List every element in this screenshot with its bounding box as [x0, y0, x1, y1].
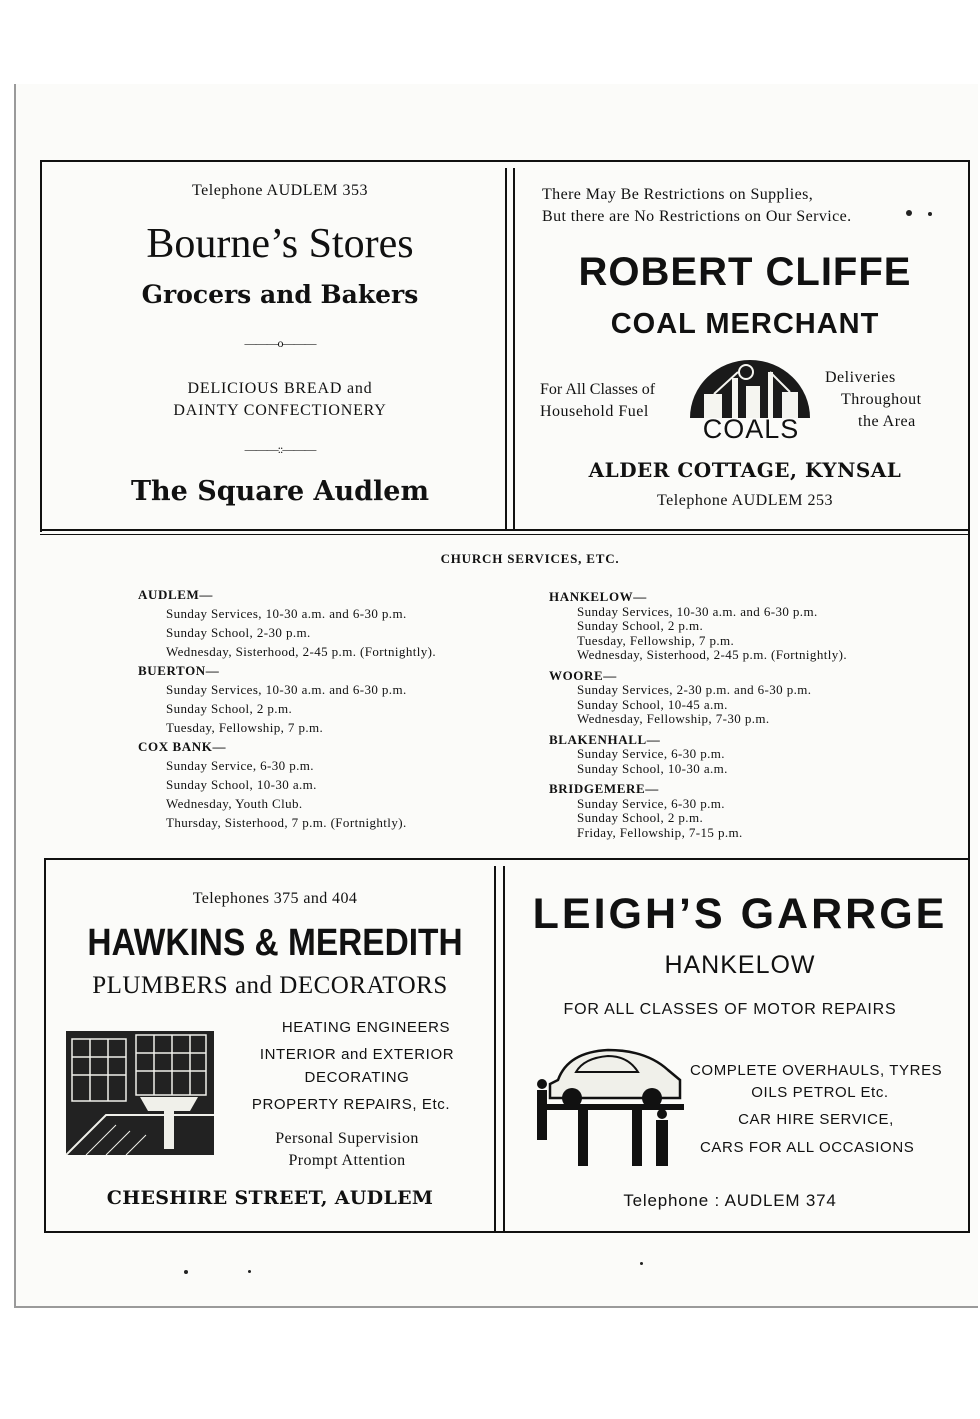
- bourne-trade: Grocers and Bakers: [141, 280, 419, 309]
- cliffe-right-3: the Area: [858, 413, 916, 430]
- scan-speck: [184, 1270, 188, 1274]
- bourne-divider-1: ———o———: [244, 336, 316, 350]
- church-line: Tuesday, Fellowship, 7 p.m.: [577, 632, 735, 648]
- church-place-bridgemere: BRIDGEMERE—: [549, 781, 659, 796]
- rule-center-lower-a: [494, 866, 496, 1232]
- cliffe-slogan-2: But there are No Restrictions on Our Service.: [542, 208, 852, 225]
- hawkins-service-2: INTERIOR and EXTERIOR: [259, 1046, 455, 1063]
- church-line: Sunday Services, 2-30 p.m. and 6-30 p.m.: [577, 682, 812, 697]
- church-line: Sunday Service, 6-30 p.m.: [166, 758, 314, 773]
- church-line: Tuesday, Fellowship, 7 p.m.: [166, 720, 324, 735]
- hawkins-telephone: Telephones 375 and 404: [192, 890, 358, 907]
- rule-right: [968, 160, 970, 1233]
- cliffe-right-2: Throughout: [841, 391, 922, 408]
- rule-left-lower: [44, 858, 46, 1233]
- church-line: Wednesday, Fellowship, 7-30 p.m.: [577, 711, 770, 726]
- hawkins-address: CHESHIRE STREET, AUDLEM: [106, 1187, 434, 1209]
- hawkins-service-3: DECORATING: [304, 1069, 410, 1086]
- hawkins-trade: PLUMBERS and DECORATORS: [92, 972, 448, 999]
- rule-center-lower-b: [503, 866, 505, 1232]
- church-line: Friday, Fellowship, 7-15 p.m.: [577, 824, 743, 840]
- leigh-service-3: CAR HIRE SERVICE,: [738, 1111, 894, 1128]
- rule-mid-lower: [44, 858, 970, 860]
- hawkins-service-4: PROPERTY REPAIRS, Etc.: [251, 1096, 451, 1113]
- bourne-address: The Square Audlem: [130, 476, 430, 507]
- bourne-name: Bourne’s Stores: [146, 221, 414, 267]
- rule-bottom: [44, 1231, 970, 1233]
- church-line: Sunday Services, 10-30 a.m. and 6-30 p.m.: [166, 682, 407, 697]
- church-place-cox-bank: COX BANK—: [138, 739, 227, 754]
- church-line: Thursday, Sisterhood, 7 p.m. (Fortnightly).: [166, 815, 407, 830]
- bourne-telephone: Telephone AUDLEM 353: [192, 182, 368, 199]
- cliffe-left-1: For All Classes of: [540, 381, 656, 398]
- bourne-line-2: DAINTY CONFECTIONERY: [173, 402, 387, 419]
- rule-mid-upper-2: [40, 534, 970, 535]
- church-line: Wednesday, Sisterhood, 2-45 p.m. (Fortnightly).: [166, 644, 437, 659]
- leigh-service-4: CARS FOR ALL OCCASIONS: [700, 1139, 915, 1156]
- rule-center-upper-b: [513, 168, 515, 530]
- church-place-hankelow: HANKELOW—: [549, 589, 647, 604]
- leigh-tagline: FOR ALL CLASSES OF MOTOR REPAIRS: [563, 1001, 897, 1018]
- hawkins-personal-2: Prompt Attention: [288, 1152, 406, 1169]
- leigh-place: HANKELOW: [664, 951, 816, 979]
- hawkins-service-1: HEATING ENGINEERS: [281, 1019, 451, 1036]
- coals-logo-text: COALS: [702, 414, 800, 444]
- church-line: Sunday School, 2 p.m.: [577, 810, 704, 825]
- church-line: Sunday Services, 10-30 a.m. and 6-30 p.m.: [577, 603, 818, 619]
- church-title: CHURCH SERVICES, ETC.: [440, 551, 620, 566]
- church-line: Sunday School, 2 p.m.: [577, 618, 704, 633]
- leigh-service-1: COMPLETE OVERHAULS, TYRES: [690, 1062, 943, 1079]
- hawkins-name: HAWKINS & MEREDITH: [87, 922, 463, 964]
- scan-speck: [248, 1270, 251, 1273]
- church-left-column: [138, 585, 436, 832]
- church-place-buerton: BUERTON—: [138, 663, 220, 678]
- church-line: Sunday School, 10-45 a.m.: [577, 696, 728, 712]
- church-right-column: [549, 590, 847, 840]
- church-place-blakenhall: BLAKENHALL—: [549, 731, 661, 747]
- leigh-name: LEIGH’S GARRGE: [532, 890, 948, 938]
- cliffe-name: ROBERT CLIFFE: [578, 250, 912, 294]
- bathroom-illustration: [66, 1031, 214, 1155]
- cliffe-trade: COAL MERCHANT: [610, 308, 880, 340]
- church-place-audlem: AUDLEM—: [138, 587, 213, 602]
- church-line: Sunday Service, 6-30 p.m.: [577, 795, 725, 811]
- church-line: Sunday School, 2-30 p.m.: [166, 625, 311, 640]
- rule-center-upper-a: [505, 168, 507, 530]
- cliffe-slogan-1: There May Be Restrictions on Supplies,: [542, 186, 814, 203]
- bourne-line-1: DELICIOUS BREAD and: [187, 380, 373, 397]
- scan-speck: [906, 210, 912, 216]
- cliffe-right-1: Deliveries: [825, 369, 896, 386]
- rule-left-upper: [40, 160, 42, 532]
- scan-speck: [640, 1262, 643, 1265]
- church-line: Sunday School, 10-30 a.m.: [166, 777, 317, 792]
- church-line: Wednesday, Sisterhood, 2-45 p.m. (Fortnightly).: [577, 647, 848, 662]
- cliffe-address: ALDER COTTAGE, KYNSAL: [588, 458, 902, 482]
- leigh-service-2: OILS PETROL Etc.: [751, 1084, 889, 1101]
- church-place-woore: WOORE—: [549, 667, 617, 683]
- leigh-telephone: Telephone : AUDLEM 374: [623, 1191, 837, 1210]
- church-line: Sunday Services, 10-30 a.m. and 6-30 p.m.: [166, 606, 407, 621]
- car-lift-illustration: [528, 1040, 684, 1170]
- church-line: Sunday School, 10-30 a.m.: [577, 760, 728, 776]
- hawkins-personal-1: Personal Supervision: [275, 1130, 419, 1147]
- coal-mine-icon: [686, 358, 816, 422]
- scan-speck: [928, 212, 932, 216]
- church-line: Wednesday, Youth Club.: [166, 796, 303, 811]
- church-line: Sunday Service, 6-30 p.m.: [577, 746, 725, 761]
- cliffe-left-2: Household Fuel: [540, 403, 649, 420]
- bourne-divider-2: ———::———: [244, 442, 316, 456]
- cliffe-telephone: Telephone AUDLEM 253: [657, 492, 833, 509]
- rule-top: [40, 160, 970, 162]
- church-line: Sunday School, 2 p.m.: [166, 701, 293, 716]
